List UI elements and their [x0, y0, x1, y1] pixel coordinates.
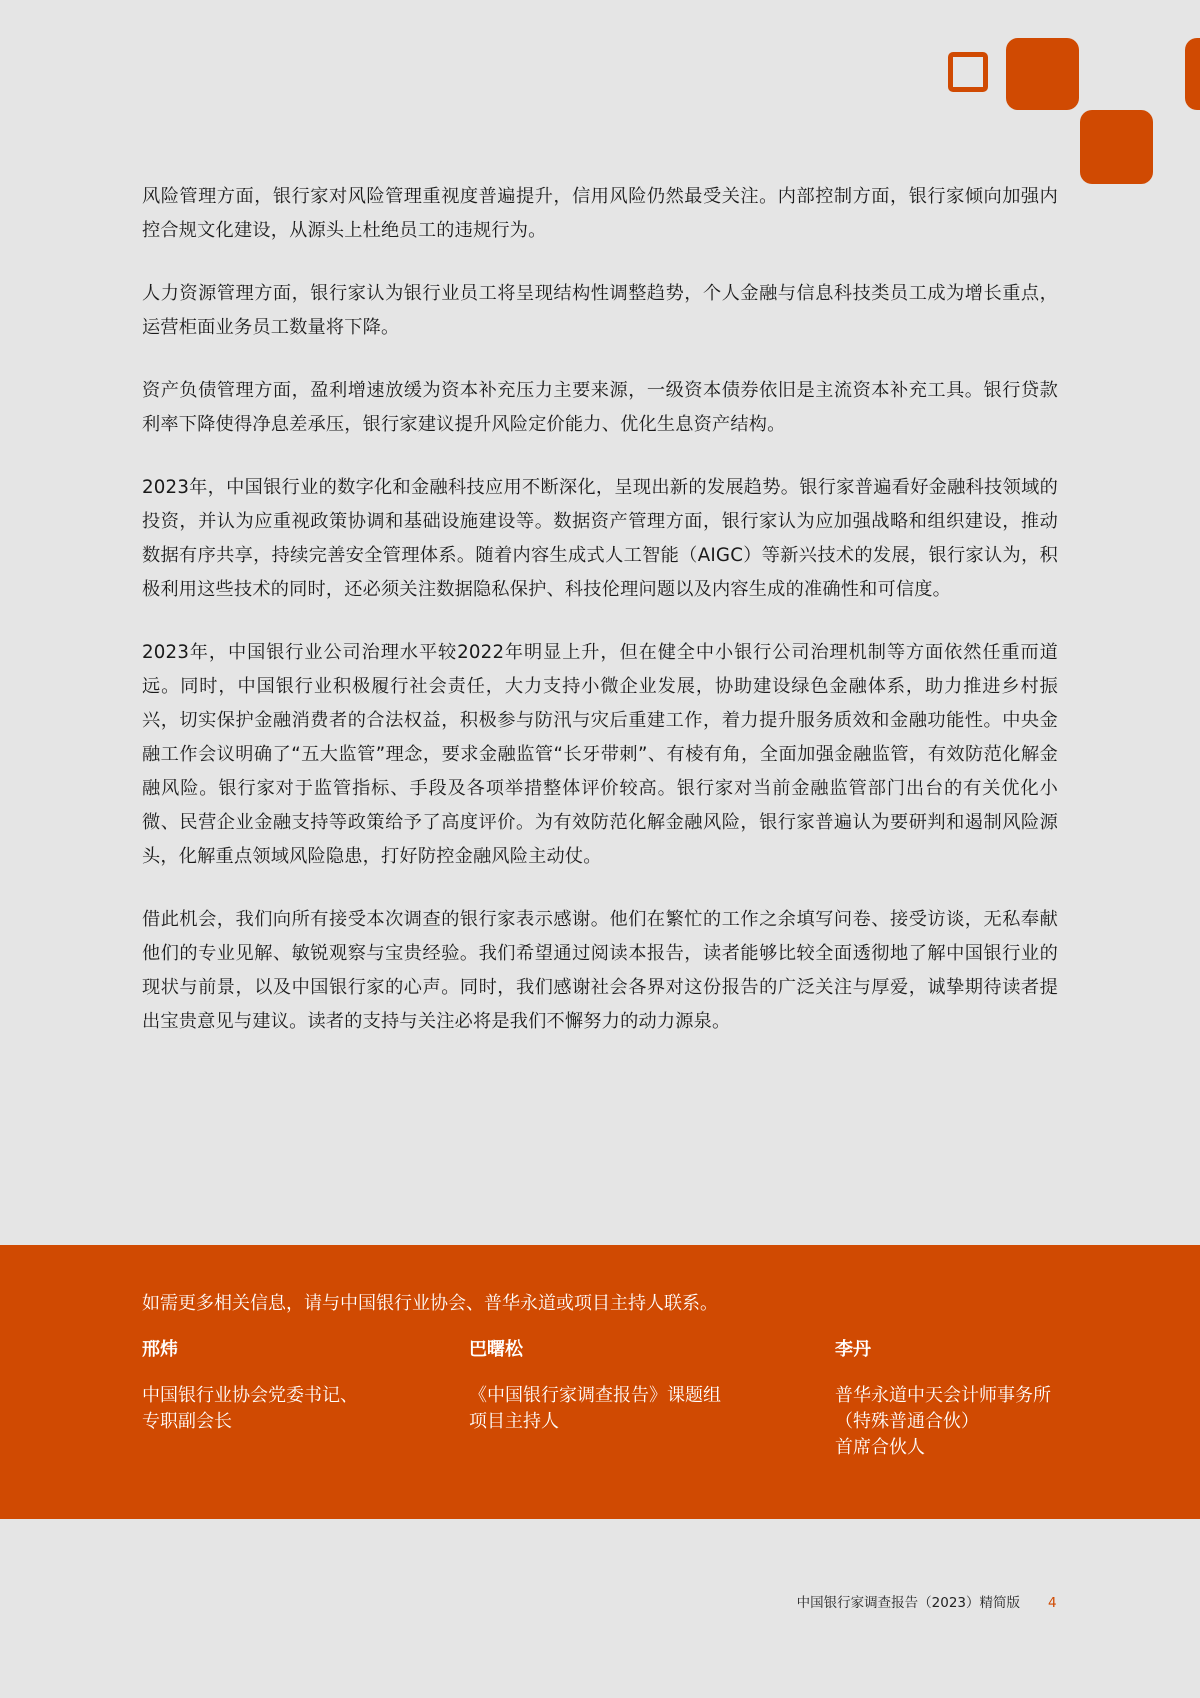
contact-intro: 如需更多相关信息，请与中国银行业协会、普华永道或项目主持人联系。 [142, 1293, 718, 1314]
contact-role-line: 普华永道中天会计师事务所 [835, 1385, 1051, 1406]
footer-report-title: 中国银行家调查报告（2023）精简版 [796, 1595, 1020, 1611]
paragraph-asset-liability: 资产负债管理方面，盈利增速放缓为资本补充压力主要来源，一级资本债券依旧是主流资本补充工具。银行贷款利率下降使得净息差承压，银行家建议提升风险定价能力、优化生息资产结构。 [142, 380, 1058, 435]
contact-person [142, 1337, 442, 1435]
corner-square-graphic [1185, 38, 1200, 110]
contact-name: 邢炜 [142, 1339, 178, 1360]
paragraph-risk-management: 风险管理方面，银行家对风险管理重视度普遍提升，信用风险仍然最受关注。内部控制方面，银行家倾向加强内控合规文化建设，从源头上杜绝员工的违规行为。 [142, 186, 1058, 241]
contact-role-line: （特殊普通合伙） [835, 1411, 979, 1432]
contact-role-line: 中国银行业协会党委书记、 [142, 1385, 358, 1406]
body-text [142, 180, 1058, 1068]
contact-role-line: 首席合伙人 [835, 1437, 925, 1458]
contact-person [469, 1337, 799, 1435]
paragraph-digitalization: 2023年，中国银行业的数字化和金融科技应用不断深化，呈现出新的发展趋势。银行家普遍看好金融科技领域的投资，并认为应重视政策协调和基础设施建设等。数据资产管理方面，银行家认为应加强战略和组织建设，推动数据有序共享，持续完善安全管理体系。随着内容生成式人工智能（AIGC）等新兴技术的发展，银行家认为，积极利用这些技术的同时，还必须关注数据隐私保护、科技伦理问题以及内容生成的准确性和可信度。 [142, 477, 1058, 600]
corner-square-graphic [1080, 110, 1153, 184]
paragraph-acknowledgement: 借此机会，我们向所有接受本次调查的银行家表示感谢。他们在繁忙的工作之余填写问卷、接受访谈，无私奉献他们的专业见解、敏锐观察与宝贵经验。我们希望通过阅读本报告，读者能够比较全面透彻地了解中国银行业的现状与前景，以及中国银行家的心声。同时，我们感谢社会各界对这份报告的广泛关注与厚爱，诚挚期待读者提出宝贵意见与建议。读者的支持与关注必将是我们不懈努力的动力源泉。 [142, 909, 1058, 1032]
contact-band [0, 1245, 1200, 1519]
paragraph-governance: 2023年，中国银行业公司治理水平较2022年明显上升，但在健全中小银行公司治理机制等方面依然任重而道远。同时，中国银行业积极履行社会责任，大力支持小微企业发展，协助建设绿色金融体系，助力推进乡村振兴，切实保护金融消费者的合法权益，积极参与防汛与灾后重建工作，着力提升服务质效和金融功能性。中央金融工作会议明确了“五大监管”理念，要求金融监管“长牙带刺”、有棱有角，全面加强金融监管，有效防范化解金融风险。银行家对于监管指标、手段及各项举措整体评价较高。银行家对当前金融监管部门出台的有关优化小微、民营企业金融支持等政策给予了高度评价。为有效防范化解金融风险，银行家普遍认为要研判和遏制风险源头，化解重点领域风险隐患，打好防控金融风险主动仗。 [142, 642, 1058, 867]
contact-role-line: 项目主持人 [469, 1411, 559, 1432]
corner-outline-square-graphic [948, 52, 988, 92]
corner-square-graphic [1006, 38, 1079, 110]
contact-name: 李丹 [835, 1339, 871, 1360]
contact-role-line: 专职副会长 [142, 1411, 232, 1432]
contact-person [835, 1337, 1165, 1461]
paragraph-human-resources: 人力资源管理方面，银行家认为银行业员工将呈现结构性调整趋势，个人金融与信息科技类员工成为增长重点，运营柜面业务员工数量将下降。 [142, 283, 1058, 338]
page-footer [0, 1593, 1200, 1617]
contact-role-line: 《中国银行家调查报告》课题组 [469, 1385, 721, 1406]
page-number: 4 [1048, 1595, 1057, 1611]
contact-name: 巴曙松 [469, 1339, 523, 1360]
